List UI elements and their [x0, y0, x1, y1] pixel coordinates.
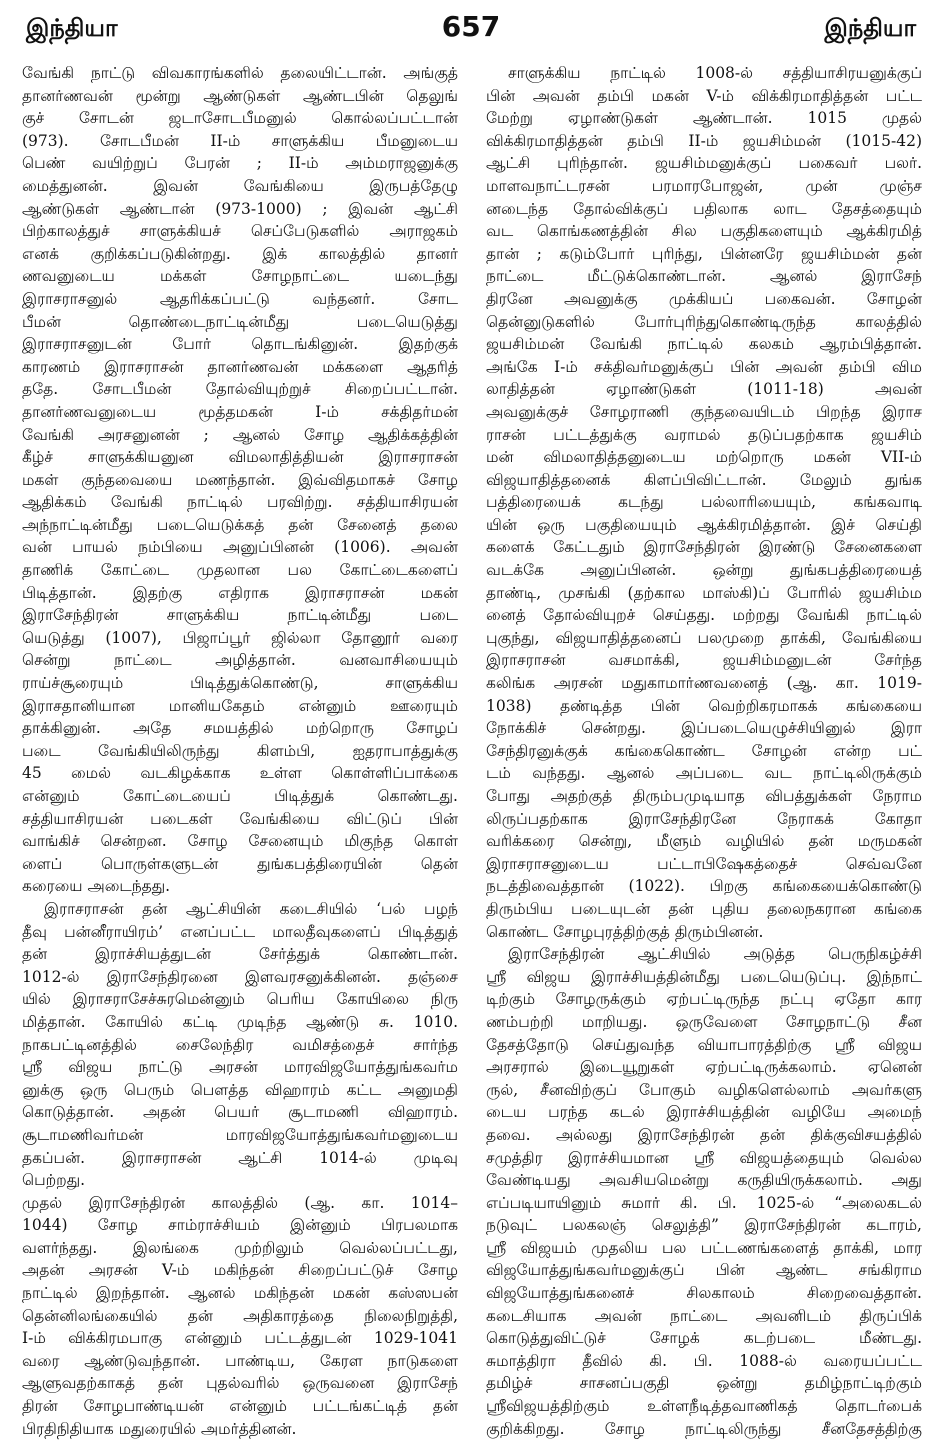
left-column-line: இராசராசனுல் ஆதரிக்கப்பட்டு வந்தனர். சோட: [22, 289, 458, 308]
left-column-line: கொடுத்தான். அதன் பெயர் சூடாமணி விஹாரம்.: [22, 1103, 458, 1122]
left-column-line: பிரதிநிதியாக மதுரையில் அமர்த்தினன்.: [22, 1419, 297, 1438]
left-column-line: பீமன் தொண்டைநாட்டின்மீது படையெடுத்து: [22, 312, 458, 331]
left-column-line: மைத்துனன். இவன் வேங்கியை இருபத்தேழு: [22, 176, 458, 195]
left-column-line: தானர்ணவனுடைய மூத்தமகன் I-ம் சக்திதர்மன்: [22, 402, 458, 421]
right-column-line: னைத் தோல்வியுறச் செய்தது. மற்றது வேங்கி நாட்டில்: [486, 606, 922, 625]
left-column-line: குச் சோடன் ஜடாசோடபீமனுல் கொல்லப்பட்டான்: [22, 109, 458, 128]
right-column-line: தான் ; கடும்போர் புரிந்து, பின்னரே ஜயசிம்மன் தன்: [486, 244, 922, 263]
right-column-line: லிருப்பதற்காக இராசேந்திரனே நேராகக் கோதா: [486, 809, 922, 828]
right-column-line: ஸ்ரீ விஜயம் முதலிய பல பட்டணங்களைத் தாக்கி, மார: [486, 1238, 922, 1257]
left-column-line: வளர்ந்தது. இலங்கை முற்றிலும் வெல்லப்பட்டது,: [22, 1238, 458, 1257]
left-column-line: இராசேந்திரன் சாளுக்கிய நாட்டின்மீது படை: [22, 606, 458, 625]
right-column-line: பத்திரையைக் கடந்து பல்லாரியையும், கங்கவாடி: [486, 493, 922, 512]
left-column-line: தென்னிலங்கையில் தன் அதிகாரத்தை நிலைநிறுத்தி,: [22, 1306, 458, 1325]
left-column-line: நாட்டில் இறந்தான். ஆனல் மகிந்தன் மகன் கஸ்ஸபன்: [22, 1284, 458, 1303]
left-column-line: ஸ்ரீ விஜய நாட்டு அரசன் மாரவிஜயோத்துங்கவர்ம: [22, 1058, 458, 1077]
left-column-line: இராசராசன் தன் ஆட்சியின் கடைசியில் ‘பல் பழந்: [44, 899, 458, 918]
left-column-line: அந்நாட்டின்மீது படையெடுக்கத் தன் சேனைத் தலை: [22, 515, 458, 534]
left-column-line: வேங்கி அரசனுனன் ; ஆனல் சோழ ஆதிக்கத்தின்: [22, 425, 458, 444]
right-column-line: லாதித்தன் ஏழாண்டுகள் (1011-18) அவன்: [486, 380, 922, 399]
left-column-line: வாங்கிச் சென்றன. சோழ சேனையும் மிகுந்த கொள்: [22, 832, 458, 851]
right-column-line: டைய பரந்த கடல் இராச்சியத்தின் வழியே அமைந்: [486, 1103, 922, 1122]
right-column-line: சுமாத்திரா தீவில் கி. பி. 1088-ல் வரையப்பட்ட: [486, 1351, 922, 1370]
left-column-line: பெண் வயிற்றுப் பேரன் ; II-ம் அம்மராஜனுக்கு: [22, 154, 458, 173]
right-column-line: மேற்று ஏழாண்டுகள் ஆண்டான். 1015 முதல்: [486, 109, 922, 128]
right-column-line: குறிக்கிறது. சோழ நாட்டிலிருந்து சீனதேசத்திற்கு: [486, 1419, 922, 1438]
right-column-line: கலிங்க அரசன் மதுகாமார்ணவனைத் (ஆ. கா. 1019-: [486, 674, 922, 693]
right-column-line: நடுவுட் பலகலஞ் செலுத்தி” இராசேந்திரன் கடாரம்,: [486, 1216, 922, 1235]
left-column-line: இராசராசனுடன் போர் தொடங்கினுன். இதற்குக்: [22, 335, 458, 354]
right-column-line: தவை. அல்லது இராசேந்திரன் தன் திக்குவிசயத்தில்: [486, 1125, 922, 1144]
right-column-line: ஸ்ரீ விஜய இராச்சியத்தின்மீது படையெடுப்பு. இந்நாட்: [486, 967, 922, 986]
left-column-line: ணவனுடைய மக்கள் சோழநாட்டை யடைந்து: [22, 267, 458, 286]
left-column-line: தன் இராச்சியத்துடன் சேர்த்துக் கொண்டான்.: [22, 945, 458, 964]
left-column-line: ஆண்டுகள் ஆண்டான் (973-1000) ; இவன் ஆட்சி: [22, 199, 458, 218]
right-column-line: பின் அவன் தம்பி மகன் V-ம் விக்கிரமாதித்தன் பட்ட: [486, 86, 922, 105]
right-column-line: யின் ஒரு பகுதியையும் ஆக்கிரமித்தான். இச் செய்தி: [486, 515, 922, 534]
right-column-line: வட கொங்கணத்தின் சில பகுதிகளையும் ஆக்கிரமித்: [486, 222, 922, 241]
right-column-line: விஜயோத்துங்கனைச் சிலகாலம் சிறைவைத்தான்.: [486, 1284, 922, 1303]
right-column-line: மாளவநாட்டரசன் பரமாரபோஜன், முன் முஞ்ச: [486, 176, 922, 195]
left-column-line: சத்தியாசிரயன் படைகள் வேங்கியை விட்டுப் பின்: [22, 809, 458, 828]
right-column-line: மன் விமலாதித்தனுடைய மற்றொரு மகன் VII-ம்: [486, 448, 922, 467]
page-number: 657: [441, 10, 501, 43]
right-column-line: டிற்கும் சோழருக்கும் ஏற்பட்டிருந்த நட்பு ஏதோ கார: [486, 990, 922, 1009]
right-column-line: வரிக்கரை சென்று, மீளும் வழியில் தன் மருமகன்: [486, 832, 922, 851]
right-column-line: போது அதற்குத் திரும்பமுடியாத விபத்துக்கள் நேராம: [486, 787, 922, 805]
right-column-line: னடைந்த தோல்விக்குப் பதிலாக லாட தேசத்தையும்: [486, 199, 922, 218]
right-column-line: வேண்டியது அவசியமென்று கருதியிருக்கலாம். அது: [486, 1171, 922, 1190]
left-column-line: தீவு பன்னீராயிரம்’ எனப்பட்ட மாலதீவுகளைப் பிடித்துத்: [22, 922, 458, 941]
right-column-line: களைக் கேட்டதும் இராசேந்திரன் இரண்டு சேனைகளை: [486, 538, 922, 557]
right-column-line: அங்கே I-ம் சக்திவர்மனுக்குப் பின் அவன் தம்பி விம: [486, 357, 922, 376]
right-column-line: ஆட்சி புரிந்தான். ஜயசிம்மனுக்குப் பகைவர் பலர்.: [486, 154, 922, 173]
left-column-line: எனக் குறிக்கப்படுகின்றது. இக் காலத்தில் தானர்: [22, 244, 458, 263]
left-column-line: னுக்கு ஒரு பெரும் பௌத்த விஹாரம் கட்ட அனுமதி: [22, 1080, 458, 1099]
right-column-line: திரும்பிய படையுடன் தன் புதிய தலைநகரான கங்கை: [486, 899, 922, 918]
left-column-line: பிடித்தான். இதற்கு எதிராக இராசராசன் மகன்: [22, 583, 458, 602]
right-column-line: நடத்திவைத்தான் (1022). பிறகு கங்கையைக்கொண்டு: [486, 877, 922, 896]
left-column-line: மித்தான். கோயில் கட்டி முடிந்த ஆண்டு சு. 1010.: [22, 1012, 458, 1031]
left-column-line: I-ம் விக்கிரமபாகு என்னும் பட்டத்துடன் 1029-1041: [22, 1329, 458, 1348]
left-column-line: காரணம் இராசராசன் தானர்ணவன் மக்களை ஆதரித்: [22, 357, 458, 376]
left-column-line: பெற்றது.: [22, 1171, 86, 1190]
left-column-line: ஆளுவதற்காகத் தன் புதல்வரில் ஒருவனை இராசேந்: [22, 1374, 458, 1393]
right-column-line: ணம்பற்றி மாறியது. ஒருவேளை சோழநாட்டு சீன: [486, 1012, 922, 1031]
right-column-line: கொண்ட சோழபுரத்திற்குத் திரும்பினன்.: [486, 922, 764, 941]
right-column-line: இராசேந்திரன் ஆட்சியில் அடுத்த பெருநிகழ்ச்சி: [508, 945, 922, 964]
left-column-line: தகப்பன். இராசராசன் ஆட்சி 1014-ல் முடிவு: [22, 1148, 458, 1167]
left-text-column: [22, 62, 458, 1438]
left-column-line: 1044) சோழ சாம்ராச்சியம் இன்னும் பிரபலமாக: [22, 1216, 458, 1235]
left-column-line: (973). சோடபீமன் II-ம் சாளுக்கிய பீமனுடைய: [22, 131, 458, 150]
right-column-line: நாட்டை மீட்டுக்கொண்டான். ஆனல் இராசேந்: [486, 267, 922, 286]
right-column-line: வடக்கே அனுப்பினன். ஒன்று துங்கபத்திரையைத்: [486, 561, 922, 580]
right-column-line: விஜயாதித்தனைக் கிளப்பிவிட்டான். மேலும் துங்க: [486, 470, 922, 489]
left-column-line: திரன் சோழபாண்டியன் என்னும் பட்டங்கட்டித் தன்: [22, 1397, 458, 1416]
running-header: [22, 8, 920, 52]
left-column-line: தாக்கினுன். அதே சமயத்தில் மற்றொரு சோழப்: [22, 719, 458, 738]
right-column-line: ருல், சீனவிற்குப் போகும் வழிகளெல்லாம் அவர்களு: [486, 1080, 922, 1099]
left-column-line: யெடுத்து (1007), பிஜாப்பூர் ஜில்லா தோனூர் வரை: [22, 628, 458, 647]
left-column-line: ஆதிக்கம் வேங்கி நாட்டில் பரவிற்று. சத்தியாசிரயன்: [22, 493, 458, 512]
right-column-line: இராசராசனுடைய பட்டாபிஷேகத்தைச் செவ்வனே: [486, 854, 922, 873]
left-column-line: முதல் இராசேந்திரன் காலத்தில் (ஆ. கா. 1014–: [22, 1193, 458, 1212]
right-column-line: ஜயசிம்மன் வேங்கி நாட்டில் கலகம் ஆரம்பித்தான்.: [486, 335, 922, 354]
right-column-line: விஜயோத்துங்கவர்மனுக்குப் பின் ஆண்ட சங்கிராம: [486, 1261, 922, 1280]
left-column-line: 1012-ல் இராசேந்திரனை இளவரசனுக்கினன். தஞ்சை: [22, 967, 458, 986]
right-column-line: இராசராசன் வசமாக்கி, ஜயசிம்மனுடன் சேர்ந்த: [486, 651, 922, 670]
right-column-line: சாளுக்கிய நாட்டில் 1008-ல் சத்தியாசிரயனுக்குப்: [508, 64, 922, 82]
right-column-line: சேந்திரனுக்குக் கங்கைகொண்ட சோழன் என்ற பட்: [486, 741, 922, 760]
right-column-line: 1038) தண்டித்த பின் வெற்றிகரமாகக் கங்கையை: [486, 696, 922, 715]
right-column-line: தேசத்தோடு செய்துவந்த வியாபாரத்திற்கு ஸ்ரீ விஜய: [486, 1035, 922, 1054]
right-column-line: ராசன் பட்டத்துக்கு வராமல் தடுப்பதற்காக ஜயசிம்: [486, 425, 922, 444]
left-column-line: ராய்ச்சூரையும் பிடித்துக்கொண்டு, சாளுக்கிய: [22, 674, 458, 693]
left-column-line: வரை ஆண்டுவந்தான். பாண்டிய, கேரள நாடுகளை: [22, 1351, 458, 1370]
left-column-line: பிற்காலத்துச் சாளுக்கியச் செப்பேடுகளில் அராஜகம்: [22, 222, 458, 241]
right-column-line: சமுத்திர இராச்சியமான ஸ்ரீ விஜயத்தையும் வெல்ல: [486, 1148, 922, 1167]
right-column-line: கொடுத்துவிட்டுச் சோழக் கடற்படை மீண்டது.: [486, 1329, 922, 1348]
right-column-line: புகுந்து, விஜயாதித்தனைப் பலமுறை தாக்கி, வேங்கியை: [486, 628, 922, 647]
right-column-line: திரனே அவனுக்கு முக்கியப் பகைவன். சோழன்: [486, 289, 922, 308]
left-column-line: ததே. சோடபீமன் தோல்வியுற்றுச் சிறைப்பட்டான்.: [22, 380, 458, 399]
left-column-line: சூடாமணிவர்மன் மாரவிஜயோத்துங்கவர்மனுடைய: [22, 1125, 458, 1144]
right-column-line: அரசரால் இடையூறுகள் ஏற்பட்டிருக்கலாம். ஏனென்: [486, 1058, 922, 1077]
left-column-line: அதன் அரசன் V-ம் மகிந்தன் சிறைப்பட்டுச் சோழ: [22, 1261, 458, 1280]
left-column-line: கீழ்ச் சாளுக்கியனுன விமலாதித்தியன் இராசராசன்: [22, 448, 458, 467]
left-column-line: தாணிக் கோட்டை முதலான பல கோட்டைகளைப்: [22, 561, 458, 580]
left-column-line: சென்று நாட்டை அழித்தான். வனவாசியையும்: [22, 651, 458, 670]
right-column-line: தமிழ்ச் சாசனப்பகுதி ஒன்று தமிழ்நாட்டிற்கும்: [486, 1374, 922, 1393]
left-column-line: தானர்ணவன் மூன்று ஆண்டுகள் ஆண்டபின் தெலுங்: [22, 86, 458, 105]
left-column-line: படை வேங்கியிலிருந்து கிளம்பி, ஐதராபாத்துக்கு: [22, 741, 458, 760]
left-column-line: இராசதானியான மானியகேதம் என்னும் ஊரையும்: [22, 696, 458, 715]
left-column-line: வன் பாயல் நம்பியை அனுப்பினன் (1006). அவன்: [22, 538, 458, 557]
left-column-line: கரையை அடைந்தது.: [22, 877, 171, 896]
right-text-column: [486, 62, 922, 1438]
right-column-line: ஸ்ரீவிஜயத்திற்கும் உள்ளநீடித்தவாணிகத் தொடர்பைக்: [486, 1397, 922, 1416]
right-column-line: தாண்டி, முசங்கி (தற்கால மாஸ்கி)ப் போரில் ஜயசிம்ம: [486, 583, 922, 602]
left-column-line: 45 மைல் வடகிழக்காக உள்ள கொள்ளிப்பாக்கை: [22, 764, 458, 783]
left-column-line: நாகபட்டினத்தில் சைலேந்திர வமிசத்தைச் சார்ந்த: [22, 1035, 458, 1054]
right-column-line: விக்கிரமாதித்தன் தம்பி II-ம் ஜயசிம்மன் (1015-42): [486, 131, 922, 150]
right-column-line: நோக்கிச் சென்றது. இப்படையெழுச்சியினுல் இரா: [486, 719, 922, 738]
header-left-title: இந்தியா: [26, 14, 118, 42]
header-right-title: இந்தியா: [824, 14, 916, 42]
right-column-line: தென்னுடுகளில் போர்புரிந்துகொண்டிருந்த காலத்தில்: [486, 312, 922, 331]
left-column-line: யில் இராசராசேச்சுரமென்னும் பெரிய கோயிலை நிரு: [22, 990, 458, 1009]
right-column-line: டம் வந்தது. ஆனல் அப்படை வட நாட்டிலிருக்கும்: [486, 764, 922, 783]
left-column-line: மகள் குந்தவையை மணந்தான். இவ்விதமாகச் சோழ: [22, 470, 458, 489]
right-column-line: அவனுக்குச் சோழராணி குந்தவையிடம் பிறந்த இராச: [486, 402, 922, 421]
right-column-line: கடைசியாக அவன் நாட்டை அவனிடம் திருப்பிக்: [486, 1306, 922, 1325]
left-column-line: என்னும் கோட்டையைப் பிடித்துக் கொண்டது.: [22, 787, 458, 805]
left-column-line: ளைப் பொருள்களுடன் துங்கபத்திரையின் தென்: [22, 854, 458, 873]
right-column-line: எப்படியாயினும் சுமார் கி. பி. 1025-ல் “அலைகடல்: [486, 1193, 922, 1212]
left-column-line: வேங்கி நாட்டு விவகாரங்களில் தலையிட்டான். அங்குத்: [22, 64, 458, 82]
